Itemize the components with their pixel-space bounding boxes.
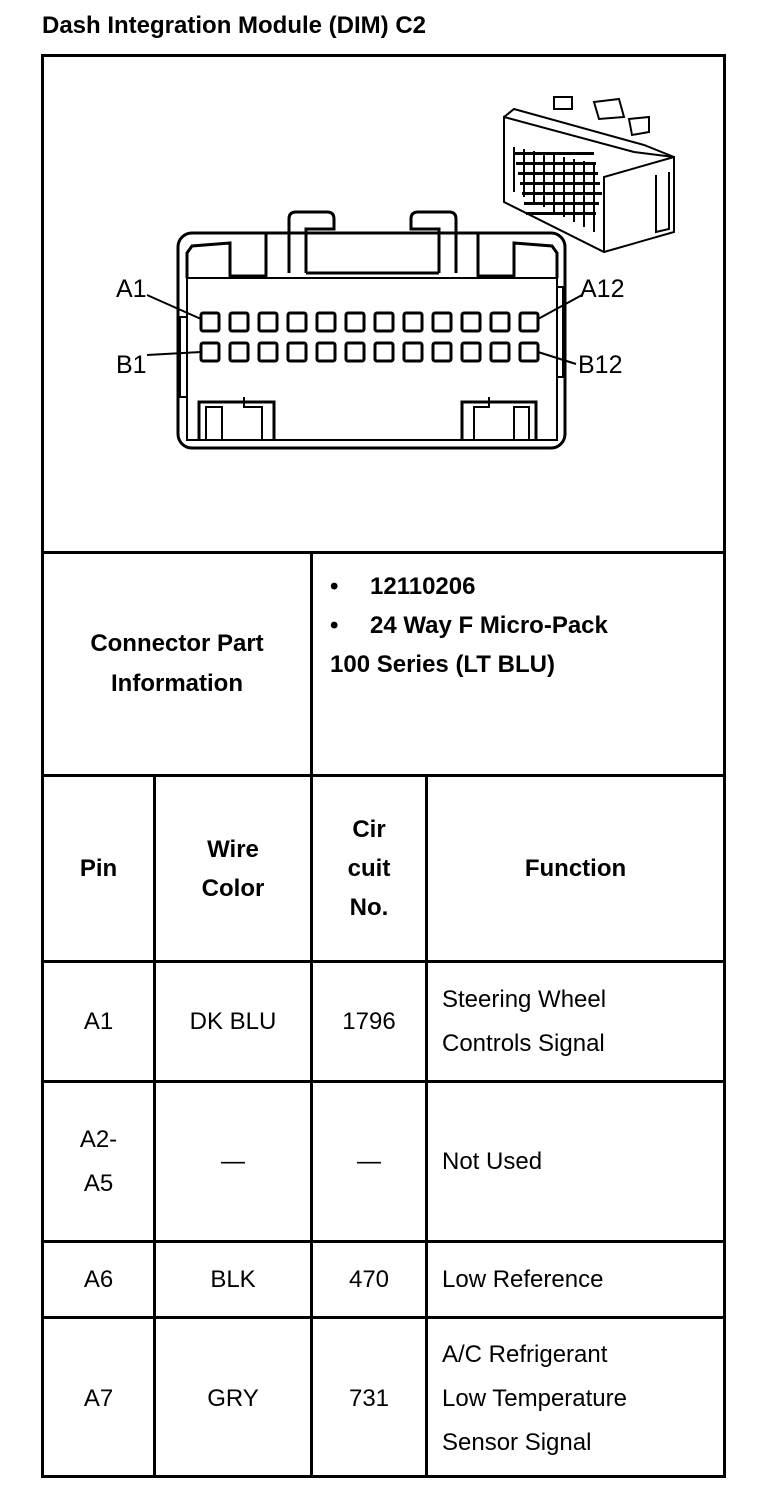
part-number: • 12110206 xyxy=(330,573,476,600)
pin-row-b xyxy=(201,343,538,361)
table-row-wire-color: BLK xyxy=(210,1265,256,1293)
page-title: Dash Integration Module (DIM) C2 xyxy=(42,12,426,39)
connector-series: 100 Series (LT BLU) xyxy=(330,651,555,678)
table-row-circuit: 731 xyxy=(348,1384,390,1412)
header-wire-color: Wire Color xyxy=(201,835,265,902)
table-row-wire-color: — xyxy=(221,1147,245,1175)
pin-label-a1: A1 xyxy=(116,275,147,303)
connector-part-info-details xyxy=(330,567,608,684)
pin-label-a12: A12 xyxy=(580,275,625,303)
label-line: Information xyxy=(111,670,243,697)
connector-drawing xyxy=(44,57,723,551)
table-row-function: Not Used xyxy=(442,1147,543,1175)
connector-part-info-label xyxy=(44,554,310,774)
table-row-function: Steering Wheel Controls Signal xyxy=(442,985,607,1057)
connector-diagram xyxy=(44,57,723,551)
header-pin: Pin xyxy=(79,855,118,882)
label-line: Connector Part xyxy=(90,630,264,657)
connector-type: • 24 Way F Micro-Pack xyxy=(330,612,608,639)
header-function: Function xyxy=(524,855,627,882)
header-circuit-no: Cir cuit No. xyxy=(347,816,391,921)
table-row-pin: A7 xyxy=(83,1384,114,1412)
table-row-wire-color: DK BLU xyxy=(189,1007,277,1035)
table-row-function: Low Reference xyxy=(442,1265,604,1293)
table-row-pin: A1 xyxy=(83,1007,114,1035)
connector-isometric-illustration xyxy=(504,97,674,252)
pin-row-a xyxy=(201,313,538,331)
pin-label-b1: B1 xyxy=(116,351,147,379)
table-row-pin: A2- A5 xyxy=(79,1125,118,1197)
table-row-circuit: 1796 xyxy=(342,1007,396,1035)
table-row-circuit: 470 xyxy=(348,1265,390,1293)
table-row-function: A/C Refrigerant Low Temperature Sensor Signal xyxy=(442,1340,627,1456)
table-row-pin: A6 xyxy=(83,1265,114,1293)
connector-sheet xyxy=(41,54,726,1478)
table-row-circuit: — xyxy=(357,1147,381,1175)
pin-label-b12: B12 xyxy=(578,351,623,379)
table-row-wire-color: GRY xyxy=(207,1384,259,1412)
